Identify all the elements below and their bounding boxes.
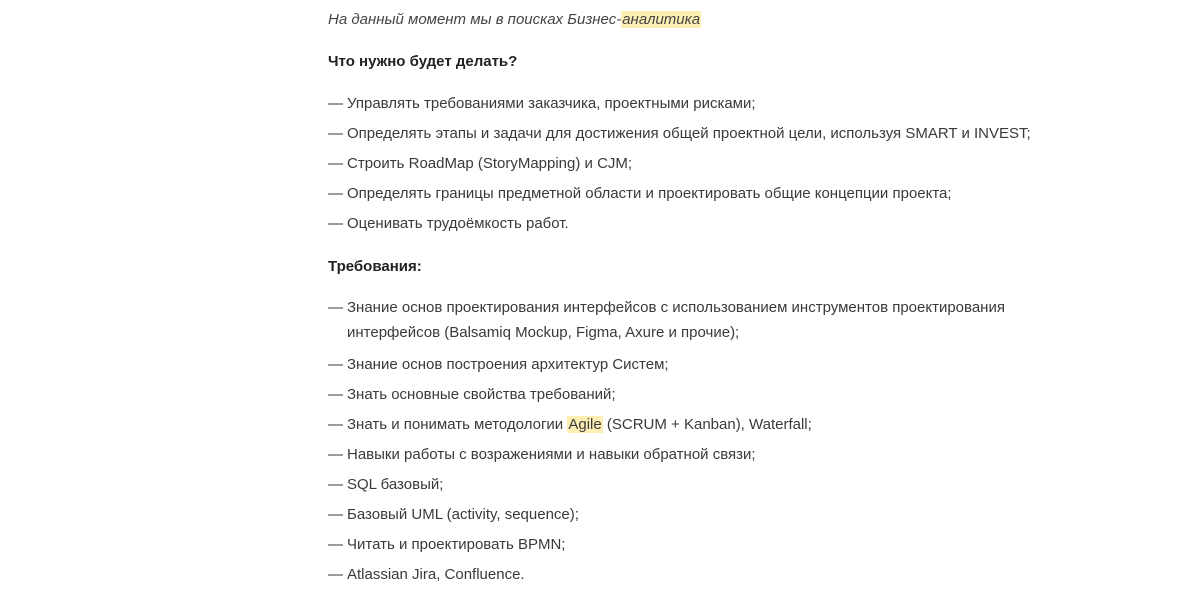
dash-bullet: — bbox=[328, 416, 343, 433]
list-item: — Определять этапы и задачи для достижения общей проектной цели, используя SMART и INVEST; bbox=[328, 122, 1031, 145]
dash-bullet: — bbox=[328, 356, 343, 373]
dash-bullet: — bbox=[328, 536, 343, 553]
duties-list bbox=[328, 92, 1031, 242]
dash-bullet: — bbox=[328, 299, 343, 316]
highlighted-term: аналитика bbox=[622, 11, 701, 28]
dash-bullet: — bbox=[328, 185, 343, 202]
section-heading-duties: Что нужно будет делать? bbox=[328, 53, 518, 70]
list-item: — Знание основ проектирования интерфейсов с использованием инструментов проектирования интерфейсов (Balsamiq Mockup, Figma, Axure и прочие); bbox=[328, 295, 1073, 345]
intro-text-plain: На данный момент мы в поисках Бизнес- bbox=[328, 11, 622, 28]
list-item: — Atlassian Jira, Confluence. bbox=[328, 563, 1073, 586]
list-item: — Знать основные свойства требований; bbox=[328, 383, 1073, 406]
list-item: — Управлять требованиями заказчика, проектными рисками; bbox=[328, 92, 1031, 115]
list-item: — Читать и проектировать BPMN; bbox=[328, 533, 1073, 556]
section-heading-requirements: Требования: bbox=[328, 258, 422, 275]
highlighted-term: Agile bbox=[568, 416, 602, 433]
dash-bullet: — bbox=[328, 506, 343, 523]
list-item: — Строить RoadMap (StoryMapping) и CJM; bbox=[328, 152, 1031, 175]
dash-bullet: — bbox=[328, 95, 343, 112]
dash-bullet: — bbox=[328, 155, 343, 172]
dash-bullet: — bbox=[328, 446, 343, 463]
dash-bullet: — bbox=[328, 125, 343, 142]
dash-bullet: — bbox=[328, 566, 343, 583]
list-item: — Навыки работы с возражениями и навыки обратной связи; bbox=[328, 443, 1073, 466]
list-item: — Базовый UML (activity, sequence); bbox=[328, 503, 1073, 526]
dash-bullet: — bbox=[328, 215, 343, 232]
list-item: — Оценивать трудоёмкость работ. bbox=[328, 212, 1031, 235]
list-item: — Знать и понимать методологии Agile (SCRUM + Kanban), Waterfall; bbox=[328, 413, 1073, 436]
list-item: — SQL базовый; bbox=[328, 473, 1073, 496]
dash-bullet: — bbox=[328, 386, 343, 403]
list-item: — Определять границы предметной области и проектировать общие концепции проекта; bbox=[328, 182, 1031, 205]
dash-bullet: — bbox=[328, 476, 343, 493]
requirements-list bbox=[328, 295, 1073, 593]
list-item: — Знание основ построения архитектур Систем; bbox=[328, 353, 1073, 376]
intro-text bbox=[328, 10, 701, 30]
